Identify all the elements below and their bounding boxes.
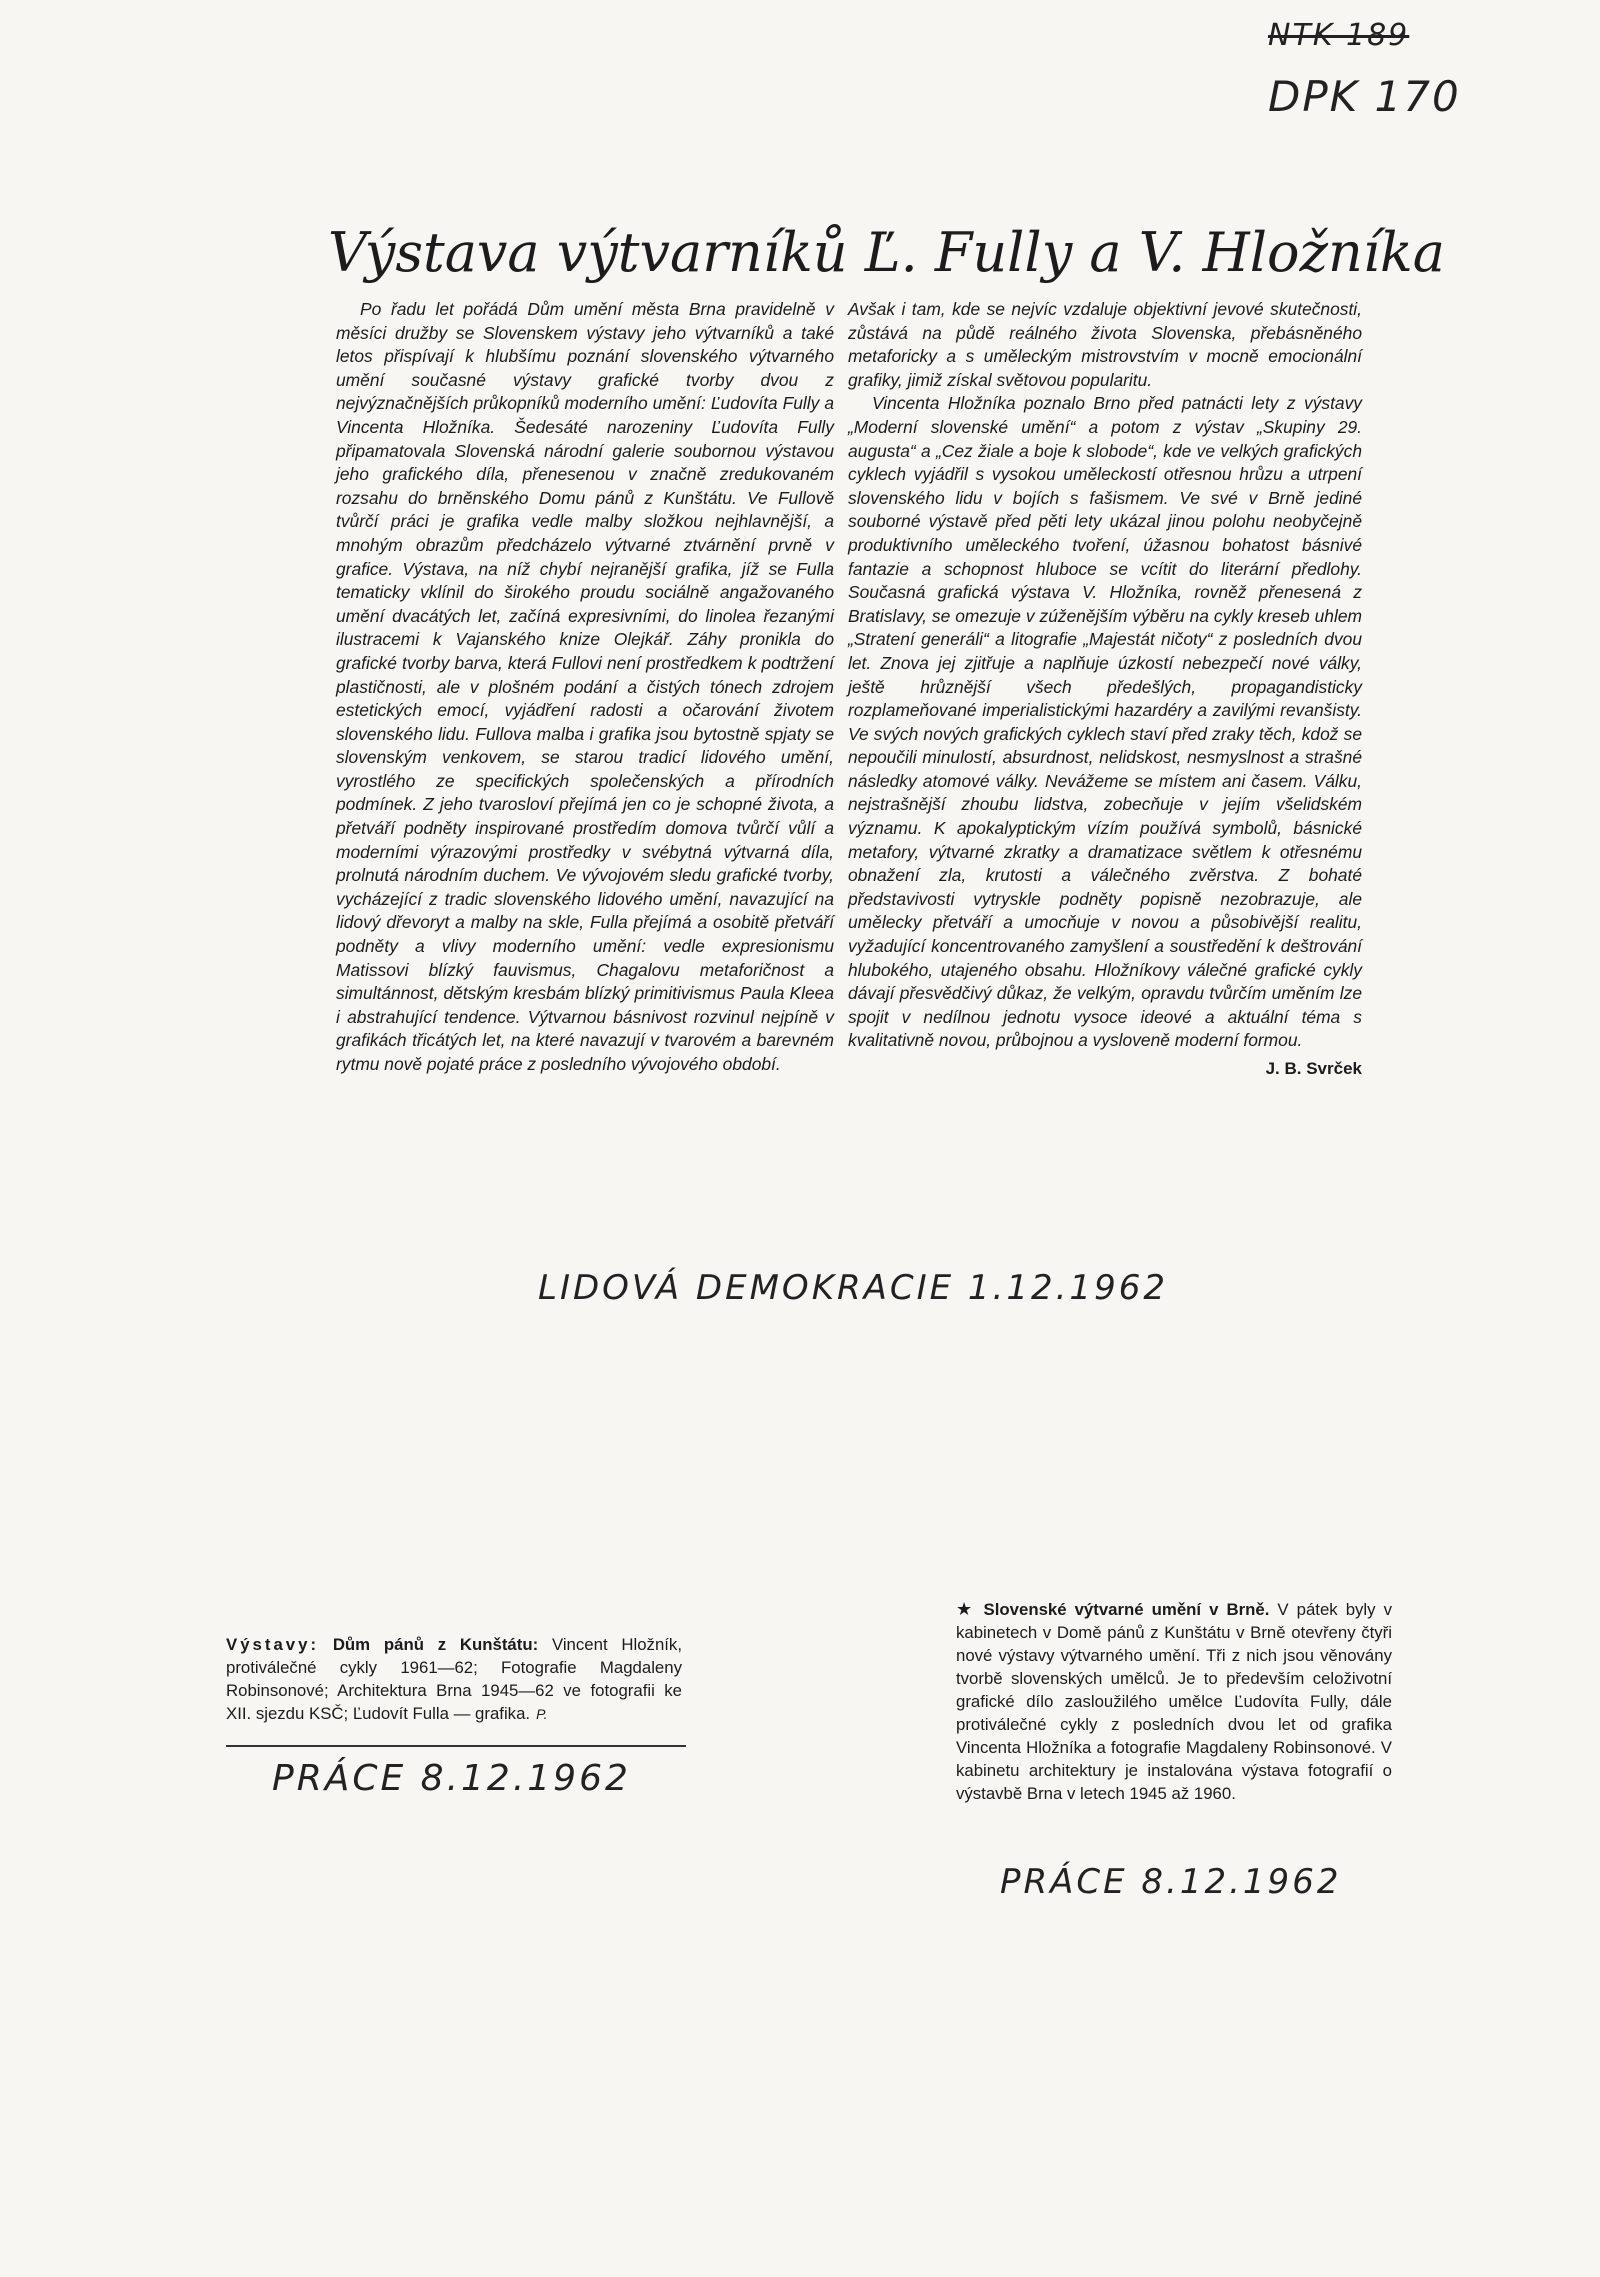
handwritten-source-note: PRÁCE 8.12.1962	[272, 1758, 631, 1799]
article-title: Výstava výtvarníků Ľ. Fully a V. Hložníka	[328, 221, 1445, 284]
article-paragraph: Avšak i tam, kde se nejvíc vzdaluje objektivní jevové skutečnosti, zůstává na půdě reálného života Slovenska, přebásněného metaforicky a s uměleckým mistrovstvím v mocně emocionální grafiky, jimiž získal světovou popularitu.	[848, 299, 1362, 390]
star-icon: ★	[956, 1599, 976, 1619]
divider	[226, 1745, 686, 1747]
handwritten-source-note: PRÁCE 8.12.1962	[1000, 1862, 1342, 1902]
clipping-initial: P.	[536, 1706, 548, 1722]
article-paragraph: Po řadu let pořádá Dům umění města Brna pravidelně v měsíci družby se Slovenskem výstavy jeho výtvarníků a také letos přispívají k hlubšímu poznání slovenského výtvarného umění současné výstavy grafické tvorby dvou z nejvýznačnějších průkopníků moderního umění: Ľudovíta Fully a Vincenta Hložníka. Šedesáté narozeniny Ľudovíta Fully připamatovala Slovenská národní galerie soubornou výstavou jeho grafického díla, přenesenou v značně zredukovaném rozsahu do brněnského Domu pánů z Kunštátu. Ve Fullově tvůrčí práci je grafika vedle malby složkou nejhlavnější, a mnohým obrazům předcházelo výtvarné ztvárnění prvně v grafice. Výstava, na níž chybí nejranější grafika, jíž se Fulla tematicky vklínil do širokého proudu sociálně angažovaného umění dvacátých let, začíná expresivními, do linolea řezanými ilustracemi k Vajanského knize Olejkář. Záhy pronikla do grafické tvorby barva, která Fullovi není prostředkem k podtržení plastičnosti, ale v plošném podání a čistých tónech zdrojem estetických emocí, vyjádření radosti a očarování životem slovenského lidu. Fullova malba i grafika jsou bytostně spjaty se slovenským venkovem, se starou tradicí lidového umění, vyrostlého ze specifických společenských a přírodních podmínek. Z jeho tvarosloví přejímá jen co je schopné života, a přetváří podněty inspirované prostředím domova tvůrčí vůlí a moderními výrazovými prostředky v svébytná výtvarná díla, prolnutá národním duchem. Ve vývojovém sledu grafické tvorby, vycházející z tradic slovenského lidového umění, navazující na lidový dřevoryt a malby na skle, Fulla přejímá a osobitě přetváří podněty a vlivy moderního umění: vedle expresionismu Matissovi blízký fauvismus, Chagalovu metaforičnost a simultánnost, dětským kresbám blízký primitivismus Paula Kleea i abstrahující tendence. Výtvarnou básnivost rozvinul nejpíně v grafikách třicátých let, na které navazují v tvarovém a barevném rytmu nově pojaté práce z posledního vývojového období.	[336, 299, 834, 1074]
handwritten-source-note: LIDOVÁ DEMOKRACIE 1.12.1962	[538, 1268, 1168, 1308]
newspaper-clipping-news	[956, 1598, 1392, 1805]
clipping-venue: Dům pánů z Kunštátu:	[332, 1635, 539, 1654]
article-author: J. B. Svrček	[1265, 1059, 1362, 1078]
handwritten-archive-number: DPK 170	[1268, 72, 1461, 121]
article-column-right	[848, 298, 1362, 1081]
clipping-body: V pátek byly v kabinetech v Domě pánů z Kunštátu v Brně otevřeny čtyři nové výstavy výtvarného umění. Tři z nich jsou věnovány tvorbě slovenských umělců. Je to především celoživotní grafické dílo zasloužilého umělce Ľudovíta Fully, dále protiválečné cykly z posledních dvou let od grafika Vincenta Hložníka a fotografie Magdaleny Robinsonové. V kabinetu architektury je instalována výstava fotografií o výstavbě Brna v letech 1945 až 1960.	[956, 1600, 1392, 1803]
article-column-left	[336, 298, 834, 1077]
clipping-headline: Slovenské výtvarné umění v Brně.	[983, 1600, 1270, 1619]
article-paragraph: Vincenta Hložníka poznalo Brno před patnácti lety z výstavy „Moderní slovenské umění“ a potom z výstav „Skupiny 29. augusta“ a „Cez žiale a boje k slobode“, kde ve velkých grafických cyklech vyjádřil s vysokou uměleckostí otřesnou hrůzu a utrpení slovenského lidu v bojích s fašismem. Ve své v Brně jediné souborné výstavě před pěti lety ukázal jinou polohu neobyčejně produktivního uměleckého tvoření, úžasnou bohatost básnivé fantazie a schopnost hlubocе se vcítit do literární předlohy. Současná grafická výstava V. Hložníka, rovněž přenesená z Bratislavy, se omezuje v zúženějším výběru na cykly kreseb uhlem „Stratení generáli“ a litografie „Majestát ničoty“ z posledních dvou let. Znova jej zjitřuje a naplňuje úzkostí nebezpečí nové války, ještě hrůznější všech předešlých, propagandisticky rozplameňované imperialistickými hazardéry a zavilými revanšisty. Ve svých nových grafických cyklech staví před zraky těch, kdož se nepoučili minulostí, absurdnost, nelidskost, nesmyslnost a strašné následky atomové války. Nevážeme se místem ani časem. Válku, nejstrašnější zhoubu lidstva, zobecňuje v jejím všelidském významu. K apokalyptickým vízím používá symbolů, básnické metafory, výtvarné zkratky a dramatizace světlem k otřesnému obnažení zla, krutosti a válečného zvěrstva. Z bohaté představivosti vytryskle podněty popisně nezobrazuje, ale umělecky přetváří a umocňuje v novou a působivější realitu, vyžadující koncentrovaného zamyšlení a soustředění k deštrování hlubokého, utajeného obsahu. Hložníkovy válečné grafické cykly dávají přesvědčivý důkaz, že velkým, opravdu tvůrčím uměním lze spojit v nedílnou jednotu vysoce ideové a aktuální téma s kvalitativně novou, průbojnou a vysloveně moderní formou.	[848, 393, 1362, 1051]
clipping-body: Vincent Hložník, protiválečné cykly 1961—62; Fotografie Magdaleny Robinsonové; Architektura Brna 1945—62 ve fotografii ke XII. sjezdu KSČ; Ľudovít Fulla — grafika.	[226, 1635, 682, 1723]
newspaper-clipping-exhibitions	[226, 1633, 682, 1726]
handwritten-archive-number-crossed: NTK 189	[1268, 18, 1410, 53]
clipping-label: Výstavy:	[226, 1635, 320, 1654]
